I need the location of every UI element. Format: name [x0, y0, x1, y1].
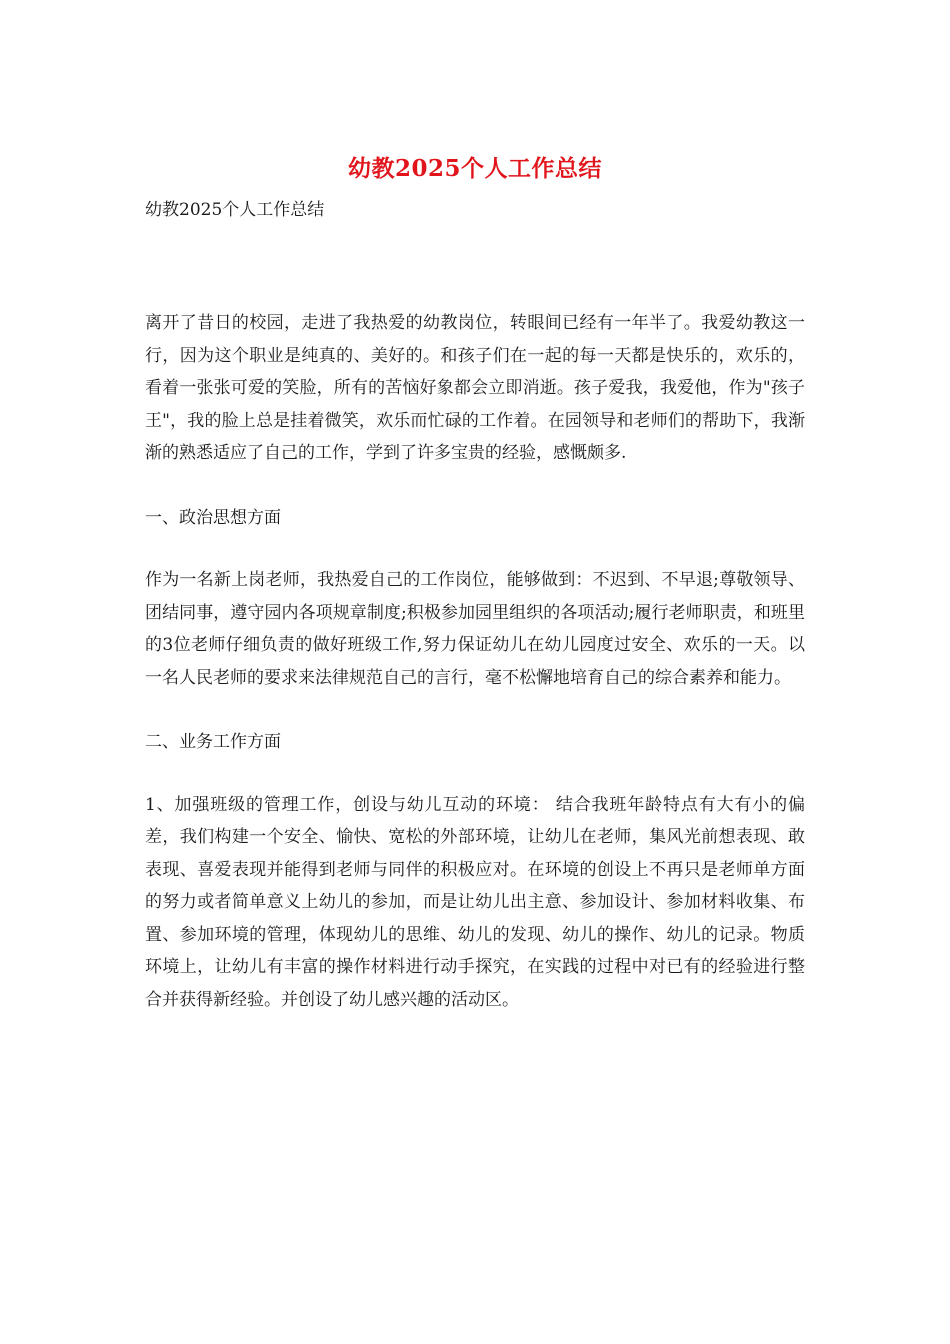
document-title: 幼教2025个人工作总结 [347, 155, 602, 182]
intro-paragraph: 离开了昔日的校园，走进了我热爱的幼教岗位，转眼间已经有一年半了。我爱幼教这一行，因为这个职业是纯真的、美好的。和孩子们在一起的每一天都是快乐的，欢乐的，看着一张张可爱的笑脸，所有的苦恼好象都会立即消逝。孩子爱我，我爱他，作为"孩子王"，我的脸上总是挂着微笑，欢乐而忙碌的工作着。在园领导和老师们的帮助下，我渐渐的熟悉适应了自己的工作，学到了许多宝贵的经验，感慨颇多. [145, 313, 805, 463]
document-page [145, 150, 805, 1016]
section-paragraph-business: 1、加强班级的管理工作，创设与幼儿互动的环境： 结合我班年龄特点有大有小的偏差，我们构建一个安全、愉快、宽松的外部环境，让幼儿在老师，集风光前想表现、敢表现、喜爱表现并能得到老师与同伴的积极应对。在环境的创设上不再只是老师单方面的努力或者简单意义上幼儿的参加，而是让幼儿出主意、参加设计、参加材料收集、布置、参加环境的管理，体现幼儿的思维、幼儿的发现、幼儿的操作、幼儿的记录。物质环境上，让幼儿有丰富的操作材料进行动手探究，在实践的过程中对已有的经验进行整合并获得新经验。并创设了幼儿感兴趣的活动区。 [145, 794, 805, 1010]
document-subtitle: 幼教2025个人工作总结 [145, 200, 325, 220]
section-paragraph-political: 作为一名新上岗老师，我热爱自己的工作岗位，能够做到：不迟到、不早退;尊敬领导、团结同事，遵守园内各项规章制度;积极参加园里组织的各项活动;履行老师职责，和班里的3位老师仔细负责的做好班级工作,努力保证幼儿在幼儿园度过安全、欢乐的一天。以一名人民老师的要求来法律规范自己的言行，毫不松懈地培育自己的综合素养和能力。 [145, 570, 805, 688]
section-heading-political: 一、政治思想方面 [145, 507, 281, 528]
section-heading-business: 二、业务工作方面 [145, 732, 281, 752]
